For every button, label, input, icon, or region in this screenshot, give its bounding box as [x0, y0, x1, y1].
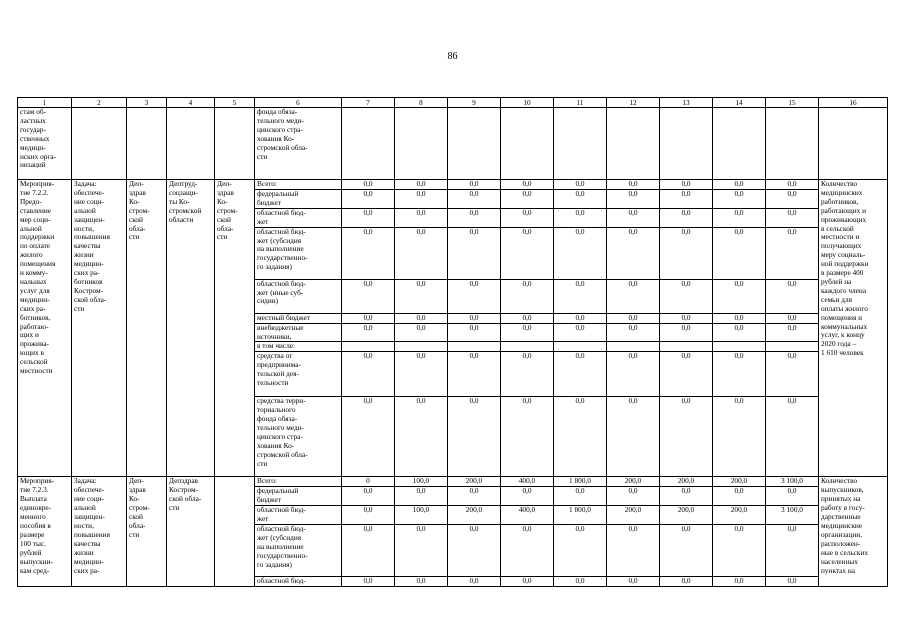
spacer [329, 208, 342, 227]
measure-722-value-col15: 0,0 [766, 397, 819, 477]
measure-722-funding-source: средства терри- ториального фонда обяза- тельного меди- цинского стра- хования Ко- стромской обла- сти [255, 397, 329, 477]
measure-722-value-col9: 0,0 [448, 352, 501, 397]
measure-722-value-col14: 0,0 [713, 180, 766, 190]
spacer [329, 487, 342, 506]
measure-722-value-col9: 0,0 [448, 208, 501, 227]
header-row [18, 98, 888, 108]
measure-723-funding-source: областной бюд- жет [255, 506, 329, 525]
measure-723-value-col12: 0,0 [607, 525, 660, 577]
measure-722-value-col13: 0,0 [660, 323, 713, 342]
measure-723-value-col8: 100,0 [395, 477, 448, 487]
cont-col12 [607, 108, 660, 180]
measure-723-value-col13: 200,0 [660, 506, 713, 525]
measure-723-value-col8: 0,0 [395, 525, 448, 577]
measure-722-value-col9: 0,0 [448, 190, 501, 209]
measure-723-value-col7: 0,0 [342, 487, 395, 506]
measure-722-value-col14: 0,0 [713, 352, 766, 397]
spacer [329, 190, 342, 209]
measure-723-value-col10: 0,0 [501, 577, 554, 587]
measure-722-funding-source: местный бюджет [255, 313, 329, 323]
measure-722-value-col9: 0,0 [448, 323, 501, 342]
measure-722-value-col15: 0,0 [766, 208, 819, 227]
measure-722-value-col8: 0,0 [395, 208, 448, 227]
measure-722-funding-source: областной бюд- жет (иные суб- сидии) [255, 279, 329, 313]
measure-723-value-col12: 0,0 [607, 487, 660, 506]
measure-723-value-col10: 0,0 [501, 487, 554, 506]
measure-723-value-col7: 0 [342, 477, 395, 487]
measure-722-value-col15: 0,0 [766, 279, 819, 313]
measure-722-value-col10: 0,0 [501, 208, 554, 227]
program-table [17, 97, 888, 587]
cont-col3 [127, 108, 167, 180]
measure-722-value-col7: 0,0 [342, 397, 395, 477]
measure-723-value-col13: 0,0 [660, 577, 713, 587]
measure-722-value-col12: 0,0 [607, 397, 660, 477]
measure-722-value-col11: 0,0 [554, 352, 607, 397]
measure-722-funding-source: в том числе: [255, 342, 329, 352]
measure-722-value-col13: 0,0 [660, 208, 713, 227]
spacer [329, 397, 342, 477]
measure-722-value-col14: 0,0 [713, 208, 766, 227]
measure-722-value-col15: 0,0 [766, 190, 819, 209]
measure-723-value-col10: 400,0 [501, 506, 554, 525]
measure-722-value-col11: 0,0 [554, 190, 607, 209]
measure-722-funding-source: средства от предпринима- тельской дея- тельности [255, 352, 329, 397]
cont-col8 [395, 108, 448, 180]
measure-722-value-col12: 0,0 [607, 352, 660, 397]
header-col-13: 13 [660, 98, 713, 108]
measure-722-value-col9: 0,0 [448, 397, 501, 477]
measure-722-value-col14: 0,0 [713, 323, 766, 342]
measure-723-value-col8: 0,0 [395, 577, 448, 587]
measure-722-value-col9: 0,0 [448, 227, 501, 279]
measure-722-row [18, 180, 888, 190]
measure-722-value-col7: 0,0 [342, 190, 395, 209]
measure-722-customer: Деп- здрав Ко- стром- ской обла- сти [127, 180, 167, 477]
measure-723-value-col15: 3 100,0 [766, 506, 819, 525]
measure-723-value-col9: 0,0 [448, 487, 501, 506]
measure-722-name: Мероприя- тие 7.2.2. Предо- ставление мер соци- альной поддержки по оплате жилого помещения и комму- нальных услуг для медицин- ских ра- ботников, работаю- щих и прожива- ющих в сельской местности [18, 180, 72, 477]
measure-723-funding-source: федеральный бюджет [255, 487, 329, 506]
measure-722-value-col14 [713, 342, 766, 352]
measure-723-value-col10: 400,0 [501, 477, 554, 487]
measure-722-value-col10: 0,0 [501, 180, 554, 190]
measure-723-value-col9: 200,0 [448, 506, 501, 525]
measure-722-value-col8: 0,0 [395, 352, 448, 397]
measure-723-name: Мероприя- тие 7.2.3. Выплата единовре- менного пособия в размере 100 тыс. рублей выпускни- кам сред- [18, 477, 72, 587]
cont-col4 [167, 108, 215, 180]
measure-723-value-col12: 0,0 [607, 577, 660, 587]
measure-722-value-col7 [342, 342, 395, 352]
spacer [329, 227, 342, 279]
measure-723-row [18, 477, 888, 487]
measure-722-coexecutor: Деп- здрав Ко- стром- ской обла- сти [215, 180, 255, 477]
measure-722-task: Задача: обеспече- ние соци- альной защищен- ности, повышения качества жизни медицин- ских ра- ботников Костром- ской обла- сти [72, 180, 127, 477]
measure-722-value-col8: 0,0 [395, 323, 448, 342]
measure-723-value-col14: 0,0 [713, 577, 766, 587]
header-col-5: 5 [215, 98, 255, 108]
measure-722-value-col10: 0,0 [501, 397, 554, 477]
cont-col11 [554, 108, 607, 180]
measure-723-value-col11: 1 800,0 [554, 477, 607, 487]
measure-722-value-col11: 0,0 [554, 313, 607, 323]
header-col-7: 7 [342, 98, 395, 108]
header-col-15: 15 [766, 98, 819, 108]
measure-723-value-col11: 0,0 [554, 487, 607, 506]
measure-722-value-col10: 0,0 [501, 190, 554, 209]
measure-722-value-col7: 0,0 [342, 279, 395, 313]
measure-722-value-col11: 0,0 [554, 323, 607, 342]
measure-723-value-col7: 0,0 [342, 506, 395, 525]
spacer [329, 506, 342, 525]
measure-722-value-col10 [501, 342, 554, 352]
measure-722-value-col13: 0,0 [660, 227, 713, 279]
measure-723-value-col7: 0,0 [342, 577, 395, 587]
measure-722-funding-source: внебюджетные источники, [255, 323, 329, 342]
measure-722-value-col15 [766, 342, 819, 352]
measure-722-value-col15: 0,0 [766, 352, 819, 397]
measure-722-value-col9: 0,0 [448, 279, 501, 313]
header-col-14: 14 [713, 98, 766, 108]
header-col-2: 2 [72, 98, 127, 108]
measure-722-value-col10: 0,0 [501, 227, 554, 279]
measure-723-value-col11: 1 800,0 [554, 506, 607, 525]
measure-723-value-col9: 0,0 [448, 577, 501, 587]
measure-723-value-col13: 0,0 [660, 487, 713, 506]
measure-722-funding-source: областной бюд- жет (субсидия на выполнение государственно- го задания) [255, 227, 329, 279]
measure-722-value-col8: 0,0 [395, 227, 448, 279]
measure-722-value-col13: 0,0 [660, 190, 713, 209]
cont-col6: фонда обяза- тельного меди- цинского стра- хования Ко- стромской обла- сти [255, 108, 329, 180]
measure-723-value-col7: 0,0 [342, 525, 395, 577]
measure-722-value-col13: 0,0 [660, 397, 713, 477]
cont-col14 [713, 108, 766, 180]
cont-col7 [342, 108, 395, 180]
measure-722-value-col15: 0,0 [766, 313, 819, 323]
measure-722-value-col11: 0,0 [554, 208, 607, 227]
spacer [329, 342, 342, 352]
measure-722-value-col12: 0,0 [607, 208, 660, 227]
page-number: 86 [447, 51, 458, 62]
measure-722-value-col8: 0,0 [395, 180, 448, 190]
spacer [329, 180, 342, 190]
cont-col2 [72, 108, 127, 180]
measure-723-funding-source: Всего: [255, 477, 329, 487]
header-col-9: 9 [448, 98, 501, 108]
cont-col9 [448, 108, 501, 180]
measure-723-funding-source: областной бюд- жет (субсидия на выполнение государственно- го задания) [255, 525, 329, 577]
spacer [329, 352, 342, 397]
spacer [329, 279, 342, 313]
measure-723-value-col8: 0,0 [395, 487, 448, 506]
measure-722-funding-source: Всего: [255, 180, 329, 190]
measure-722-value-col9 [448, 342, 501, 352]
measure-723-funding-source: областной бюд- [255, 577, 329, 587]
measure-722-value-col8: 0,0 [395, 313, 448, 323]
cont-col5 [215, 108, 255, 180]
measure-722-value-col15: 0,0 [766, 180, 819, 190]
cont-col16 [819, 108, 888, 180]
measure-723-value-col9: 0,0 [448, 525, 501, 577]
measure-722-indicator: Количество медицинских работников, работающих и проживающих в сельской местности и получающих меру социаль- ной поддержки в размере 400 рублей на каждого члена семьи для оплаты жилого помещения и коммунальных услуг, к концу 2020 года – 1 610 человек [819, 180, 888, 477]
measure-723-executor: Депздрав Костром- ской обла- сти [167, 477, 215, 587]
measure-722-value-col12: 0,0 [607, 190, 660, 209]
spacer [329, 477, 342, 487]
header-col-3: 3 [127, 98, 167, 108]
measure-722-value-col12: 0,0 [607, 180, 660, 190]
measure-723-task: Задача: обеспече- ние соци- альной защищен- ности, повышения качества жизни медицин- ских ра- [72, 477, 127, 587]
measure-722-funding-source: федеральный бюджет [255, 190, 329, 209]
measure-722-value-col12: 0,0 [607, 227, 660, 279]
measure-722-value-col10: 0,0 [501, 323, 554, 342]
cont-col13 [660, 108, 713, 180]
measure-723-value-col12: 200,0 [607, 477, 660, 487]
measure-722-value-col14: 0,0 [713, 279, 766, 313]
measure-723-value-col13: 200,0 [660, 477, 713, 487]
cont-col15 [766, 108, 819, 180]
measure-722-value-col15: 0,0 [766, 227, 819, 279]
measure-723-value-col12: 200,0 [607, 506, 660, 525]
measure-722-value-col14: 0,0 [713, 397, 766, 477]
measure-722-value-col10: 0,0 [501, 279, 554, 313]
measure-722-value-col7: 0,0 [342, 208, 395, 227]
measure-722-value-col15: 0,0 [766, 323, 819, 342]
measure-723-value-col15: 3 100,0 [766, 477, 819, 487]
header-col-10: 10 [501, 98, 554, 108]
measure-722-value-col12: 0,0 [607, 279, 660, 313]
measure-722-value-col12: 0,0 [607, 313, 660, 323]
measure-723-value-col8: 100,0 [395, 506, 448, 525]
measure-722-value-col12: 0,0 [607, 323, 660, 342]
measure-722-value-col14: 0,0 [713, 190, 766, 209]
header-col-8: 8 [395, 98, 448, 108]
measure-723-indicator: Количество выпускников, принятых на работу в госу- дарственные медицинские организации, расположен- ные в сельских населенных пунктах на [819, 477, 888, 587]
measure-722-funding-source: областной бюд- жет [255, 208, 329, 227]
measure-723-value-col14: 200,0 [713, 506, 766, 525]
cont-col10 [501, 108, 554, 180]
measure-723-value-col14: 0,0 [713, 487, 766, 506]
measure-722-value-col7: 0,0 [342, 180, 395, 190]
measure-723-customer: Деп- здрав Ко- стром- ской обла- сти [127, 477, 167, 587]
measure-722-value-col8: 0,0 [395, 397, 448, 477]
measure-723-value-col10: 0,0 [501, 525, 554, 577]
header-col-4: 4 [167, 98, 215, 108]
header-col-1: 1 [18, 98, 72, 108]
measure-722-value-col13: 0,0 [660, 352, 713, 397]
measure-722-executor: Дептруд- соцзащи- ты Ко- стромской области [167, 180, 215, 477]
spacer [329, 108, 342, 180]
measure-722-value-col11: 0,0 [554, 397, 607, 477]
measure-722-value-col8: 0,0 [395, 190, 448, 209]
continuation-row [18, 108, 888, 180]
measure-723-value-col13: 0,0 [660, 525, 713, 577]
header-col-12: 12 [607, 98, 660, 108]
measure-722-value-col9: 0,0 [448, 180, 501, 190]
measure-723-value-col15: 0,0 [766, 487, 819, 506]
measure-722-value-col11: 0,0 [554, 279, 607, 313]
measure-722-value-col8: 0,0 [395, 279, 448, 313]
measure-723-value-col11: 0,0 [554, 525, 607, 577]
measure-723-value-col11: 0,0 [554, 577, 607, 587]
measure-722-value-col9: 0,0 [448, 313, 501, 323]
spacer [329, 313, 342, 323]
measure-722-value-col14: 0,0 [713, 227, 766, 279]
measure-722-value-col11: 0,0 [554, 180, 607, 190]
spacer [329, 577, 342, 587]
cont-col1: стам об- ластных государ- ственных медици- нских орга- низаций [18, 108, 72, 180]
measure-722-value-col13: 0,0 [660, 313, 713, 323]
measure-722-value-col13 [660, 342, 713, 352]
header-col-16: 16 [819, 98, 888, 108]
measure-723-value-col14: 0,0 [713, 525, 766, 577]
measure-722-value-col12 [607, 342, 660, 352]
spacer [329, 525, 342, 577]
measure-722-value-col13: 0,0 [660, 180, 713, 190]
measure-722-value-col11: 0,0 [554, 227, 607, 279]
measure-722-value-col7: 0,0 [342, 352, 395, 397]
header-col-6: 6 [255, 98, 342, 108]
measure-722-value-col7: 0,0 [342, 323, 395, 342]
measure-722-value-col7: 0,0 [342, 313, 395, 323]
measure-723-coexecutor [215, 477, 255, 587]
header-col-11: 11 [554, 98, 607, 108]
measure-723-value-col14: 200,0 [713, 477, 766, 487]
spacer [329, 323, 342, 342]
measure-722-value-col10: 0,0 [501, 313, 554, 323]
measure-722-value-col14: 0,0 [713, 313, 766, 323]
measure-722-value-col8 [395, 342, 448, 352]
measure-723-value-col15: 0,0 [766, 525, 819, 577]
measure-722-value-col11 [554, 342, 607, 352]
measure-723-value-col15: 0,0 [766, 577, 819, 587]
measure-722-value-col10: 0,0 [501, 352, 554, 397]
measure-722-value-col7: 0,0 [342, 227, 395, 279]
measure-723-value-col9: 200,0 [448, 477, 501, 487]
measure-722-value-col13: 0,0 [660, 279, 713, 313]
